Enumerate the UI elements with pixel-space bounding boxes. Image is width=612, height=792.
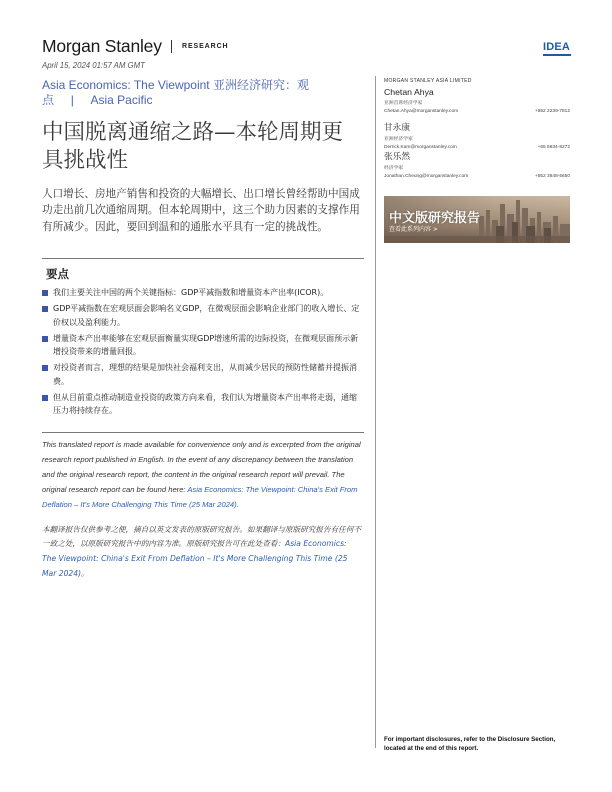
translation-note-zh-end: 。 <box>81 569 89 579</box>
publish-date: April 15, 2024 01:57 AM GMT <box>42 61 145 70</box>
analyst-email[interactable]: Jonathan.Cheung@morganstanley.com <box>384 174 469 179</box>
key-point-text: 但从目前重点推动制造业投资的政策方向来看，我们认为增量资本产出率将走弱，通缩压力将持续存在。 <box>53 393 357 416</box>
key-point-item <box>42 286 364 299</box>
analyst-card <box>384 121 572 152</box>
research-label: RESEARCH <box>182 42 229 50</box>
series-region: Asia Pacific <box>90 92 153 107</box>
analyst-card <box>384 87 572 116</box>
bullet-square-icon <box>42 336 48 342</box>
original-report-link-en[interactable]: Asia Economics: The Viewpoint: China's Exit From Deflation – It's More Challenging This Time (25 Mar 2024). <box>42 484 358 509</box>
chinese-reports-banner[interactable] <box>384 196 570 243</box>
idea-tag: IDEA <box>543 41 571 53</box>
analyst-card <box>384 150 572 181</box>
translation-note-en <box>42 438 362 513</box>
analyst-role: 亚洲首席经济学家 <box>384 101 423 106</box>
morgan-stanley-logo: Morgan Stanley <box>42 36 162 56</box>
key-point-text: 我们主要关注中国的两个关键指标：GDP平减指数和增量资本产出率(ICOR)。 <box>53 288 329 297</box>
translation-note-zh <box>42 523 362 583</box>
series-line-2a: 点 <box>42 92 55 107</box>
analyst-phone: +852 2239-7812 <box>534 109 570 114</box>
key-point-item <box>42 302 364 329</box>
analyst-role: 经济学家 <box>384 166 404 171</box>
banner-title: 中文版研究报告 <box>389 211 481 226</box>
key-point-item <box>42 361 364 388</box>
idea-underline <box>543 54 571 56</box>
analyst-email[interactable]: Derrick.Kam@morganstanley.com <box>384 145 457 150</box>
report-summary: 人口增长、房地产销售和投资的大幅增长、出口增长曾经帮助中国成功走出前几次通缩周期。但本轮周期中，这三个助力因素的支撑作用有所减少。因此，要回到温和的通胀水平具有一定的挑战性。 <box>42 188 360 233</box>
analyst-name: 甘永康 <box>384 122 411 132</box>
entity-name: MORGAN STANLEY ASIA LIMITED <box>384 78 472 84</box>
original-report-link-zh[interactable]: Asia Economics: The Viewpoint: China's Exit From Deflation – It's More Challenging This Time (25 Mar 2024) <box>42 539 348 579</box>
key-point-item <box>42 391 364 418</box>
banner-link[interactable]: 查看此系列内容 > <box>389 226 438 233</box>
analyst-contact <box>384 174 572 181</box>
key-points-heading: 要点 <box>46 267 69 281</box>
key-points-list <box>42 286 364 421</box>
bullet-square-icon <box>42 290 48 296</box>
key-point-text: 对投资者而言，理想的结果是加快社会福利支出，从而减少居民的预防性储蓄并提振消费。 <box>53 363 357 386</box>
logo-divider <box>171 40 172 53</box>
analyst-phone: +852 3848-5650 <box>534 174 570 179</box>
analyst-email[interactable]: Chetan.Ahya@morganstanley.com <box>384 109 459 114</box>
bullet-square-icon <box>42 306 48 312</box>
analyst-name: 张乐然 <box>384 151 411 161</box>
analyst-contact <box>384 109 572 116</box>
series-title <box>42 78 362 107</box>
bullet-square-icon <box>42 365 48 371</box>
section-divider-2 <box>42 432 364 433</box>
section-divider <box>42 258 364 259</box>
series-line-2 <box>42 93 362 108</box>
key-point-text: 增量资本产出率能够在宏观层面衡量实现GDP增速所需的边际投资，在微观层面预示新增投资带来的增量回报。 <box>53 333 359 357</box>
translation-note-en-text: This translated report is made available for convenience only and is excerpted from the original research report published in English. In the event of any discrepancy between the translation and the original research report, the content in the original research report will prevail. The original research report can be found here: <box>42 440 361 494</box>
translation-note <box>42 438 362 592</box>
translation-note-zh-text: 本翻译报告仅供参考之便，摘自以英文发表的原版研究报告。如果翻译与原版研究报告有任何不一致之处，以原版研究报告中的内容为准。原版研究报告可在此处查看： <box>42 524 361 549</box>
key-point-text: GDP平减指数在宏观层面会影响名义GDP，在微观层面会影响企业部门的收入增长、定价权以及盈利能力。 <box>53 304 360 327</box>
analyst-name: Chetan Ahya <box>384 87 434 97</box>
key-point-item <box>42 332 364 359</box>
series-line-1: Asia Economics: The Viewpoint 亚洲经济研究：观 <box>42 78 309 92</box>
analyst-role: 亚洲经济学家 <box>384 137 413 142</box>
series-separator: | <box>70 92 74 107</box>
report-title: 中国脱离通缩之路—本轮周期更具挑战性 <box>42 120 344 173</box>
disclosure-note: For important disclosures, refer to the Disclosure Section, located at the end of this report. <box>384 736 556 752</box>
analyst-phone: +65 6834-8272 <box>537 145 570 150</box>
bullet-square-icon <box>42 395 48 401</box>
sidebar-divider <box>375 76 376 748</box>
